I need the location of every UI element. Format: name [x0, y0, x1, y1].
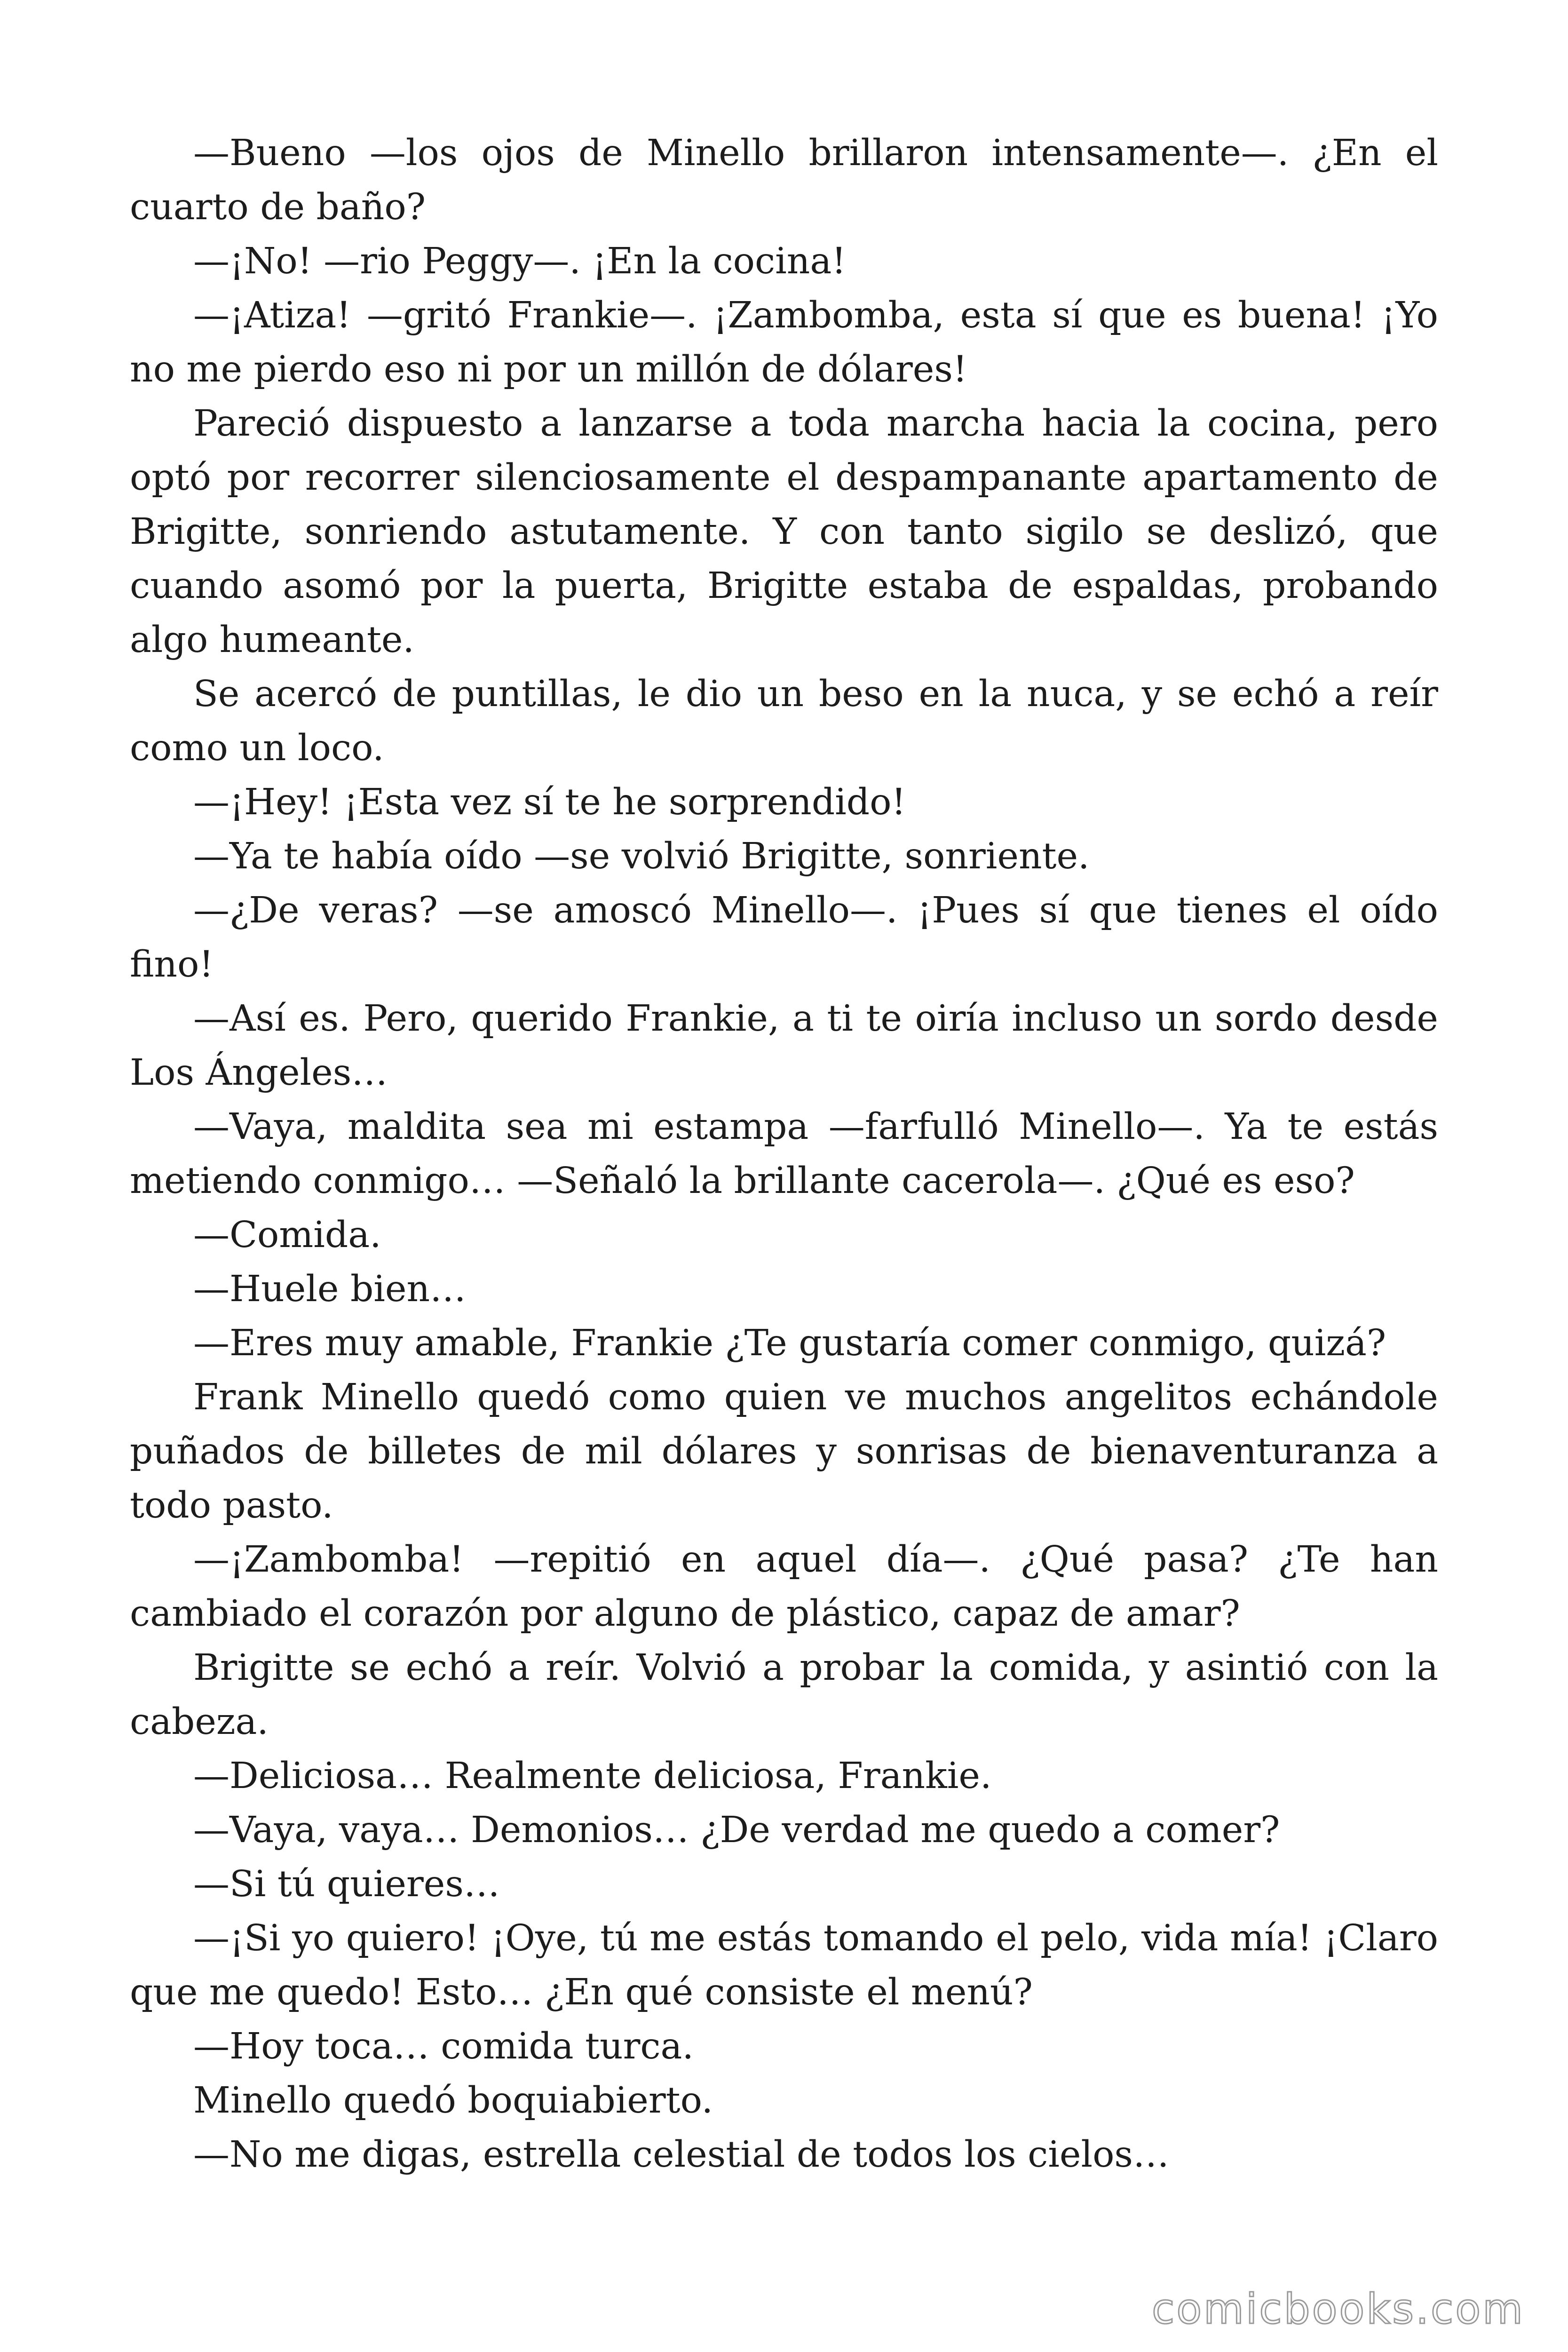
watermark: comicbooks.com — [1151, 2285, 1525, 2333]
paragraph: Se acercó de puntillas, le dio un beso en la nuca, y se echó a reír como un loco. — [130, 673, 1438, 769]
paragraph: —Si tú quieres… — [193, 1863, 500, 1905]
paragraph: —Hoy toca… comida turca. — [193, 2026, 694, 2067]
paragraph: Brigitte se echó a reír. Volvió a probar la comida, y asintió con la cabeza. — [130, 1647, 1438, 1743]
paragraph: —Vaya, vaya… Demonios… ¿De verdad me quedo a comer? — [193, 1809, 1280, 1851]
paragraph: —Bueno —los ojos de Minello brillaron intensamente—. ¿En el cuarto de baño? — [130, 132, 1438, 228]
paragraph: —¡No! —rio Peggy—. ¡En la cocina! — [193, 240, 847, 282]
paragraph: —¿De veras? —se amoscó Minello—. ¡Pues sí que tienes el oído fino! — [130, 890, 1438, 985]
paragraph: —Ya te había oído —se volvió Brigitte, sonriente. — [193, 835, 1090, 877]
paragraph: —¡Hey! ¡Esta vez sí te he sorprendido! — [193, 781, 906, 823]
page-body — [130, 126, 1438, 2182]
paragraph: —Vaya, maldita sea mi estampa —farfulló Minello—. Ya te estás metiendo conmigo… —Señaló la brillante cacerola—. ¿Qué es eso? — [130, 1106, 1438, 1202]
paragraph: —No me digas, estrella celestial de todos los cielos… — [193, 2134, 1169, 2176]
paragraph: —Eres muy amable, Frankie ¿Te gustaría comer conmigo, quizá? — [193, 1322, 1386, 1364]
paragraph: Frank Minello quedó como quien ve muchos angelitos echándole puñados de billetes de mil dólares y sonrisas de bienaventuranza a todo pasto. — [130, 1376, 1438, 1526]
paragraph: —Deliciosa… Realmente deliciosa, Frankie. — [193, 1755, 992, 1797]
paragraph: —¡Zambomba! —repitió en aquel día—. ¿Qué pasa? ¿Te han cambiado el corazón por alguno de plástico, capaz de amar? — [130, 1539, 1438, 1635]
paragraph: —¡Atiza! —gritó Frankie—. ¡Zambomba, esta sí que es buena! ¡Yo no me pierdo eso ni por un millón de dólares! — [130, 294, 1438, 390]
paragraph: —Comida. — [193, 1214, 381, 1256]
paragraph: —Así es. Pero, querido Frankie, a ti te oiría incluso un sordo desde Los Ángeles… — [130, 998, 1438, 1094]
paragraph: —Huele bien… — [193, 1268, 467, 1310]
paragraph: Pareció dispuesto a lanzarse a toda marcha hacia la cocina, pero optó por recorrer silenciosamente el despampanante apartamento de Brigitte, sonriendo astutamente. Y con tanto sigilo se deslizó, que cuando asomó por la puerta, Brigitte estaba de espaldas, probando algo humeante. — [130, 403, 1438, 661]
paragraph: Minello quedó boquiabierto. — [193, 2080, 713, 2122]
paragraph: —¡Si yo quiero! ¡Oye, tú me estás tomando el pelo, vida mía! ¡Claro que me quedo! Esto… ¿En qué consiste el menú? — [130, 1917, 1438, 2013]
